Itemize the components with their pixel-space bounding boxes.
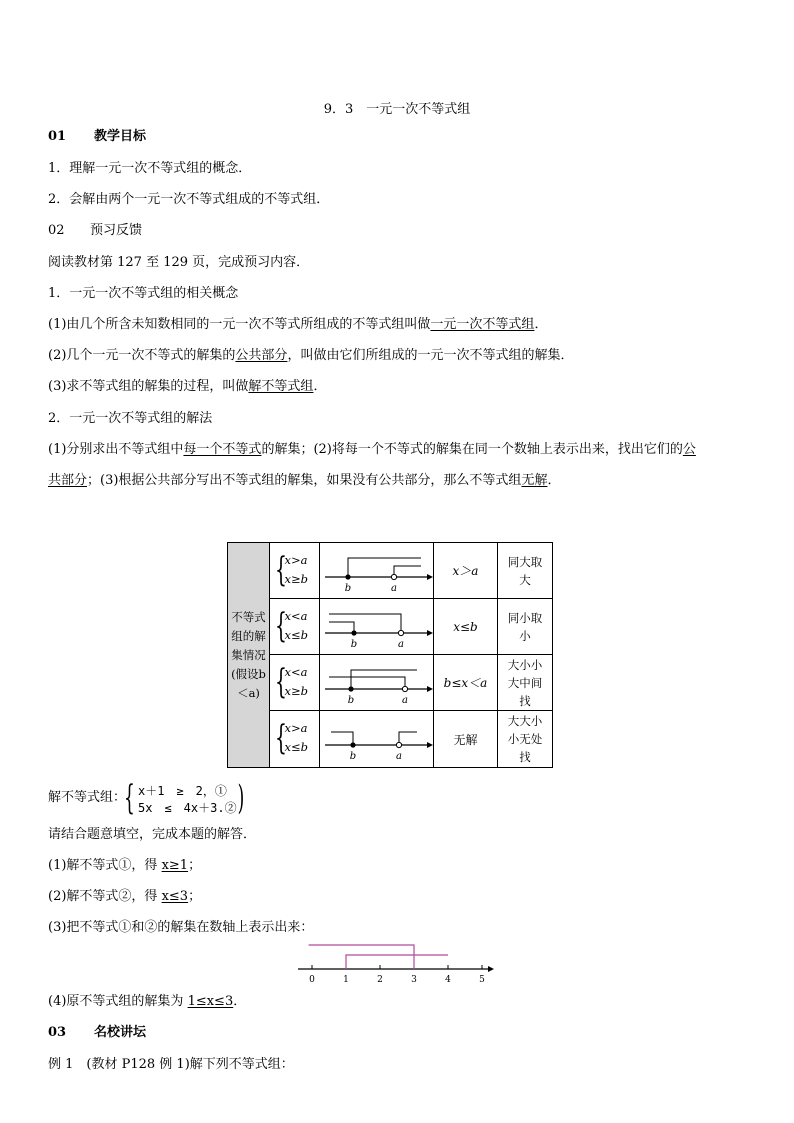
text: (2)几个一元一次不等式的解集的 (48, 348, 236, 363)
number-line-diagram (321, 712, 433, 766)
rule-text: 大大小小无处找 (507, 714, 543, 764)
text: (4)原不等式组的解集为 (48, 994, 188, 1009)
text: (3)求不等式组的解集的过程，叫做 (48, 379, 249, 394)
point-label-b: b (349, 751, 356, 762)
number-line-cell (320, 655, 434, 710)
method-line-2 (48, 472, 560, 490)
number-line-diagram (321, 656, 433, 710)
inequality: x>a (284, 552, 308, 567)
point-label-a: a (390, 582, 397, 594)
axis-tick-label: 2 (377, 975, 383, 985)
answer-blank: 一元一次不等式组 (430, 317, 535, 332)
answer-blank: 无解 (521, 473, 548, 488)
goal-item-1: 1．理解一元一次不等式组的概念． (48, 161, 252, 176)
axis-tick-label: 4 (445, 975, 451, 985)
step-4 (48, 993, 246, 1011)
side-label: 不等式组的解集情况(假设b＜a) (231, 609, 266, 700)
inequality-system-cell: { x>a x≥b (270, 543, 320, 598)
solution-cell: b≤x＜a (434, 655, 498, 710)
rule-cell (498, 711, 552, 767)
rule-text: 同小取小 (507, 610, 543, 643)
answer-blank: 公 (682, 442, 696, 457)
number-line-cell (320, 599, 434, 654)
subheading-concepts: 1．一元一次不等式组的相关概念 (48, 286, 239, 301)
axis-tick-label: 1 (343, 975, 349, 985)
rule-cell (498, 543, 552, 598)
axis-tick-label: 3 (411, 975, 417, 985)
solution-set-2 (309, 945, 414, 969)
inequality: x<a (284, 608, 308, 623)
text: ． (233, 994, 247, 1009)
inequality: x≤b (284, 627, 308, 642)
section-heading-preview (48, 222, 142, 240)
answer-blank: 解不等式组 (248, 379, 314, 394)
text: ； (188, 858, 202, 873)
inequality-system-cell: { x>a x≤b (270, 711, 320, 767)
solution-cell: 无解 (434, 711, 498, 767)
section-heading-goals (48, 128, 146, 146)
answer-blank: 公共部分 (235, 348, 288, 363)
answer-blank: 每一个不等式 (183, 442, 262, 457)
rule-cell (498, 599, 552, 654)
section-label: 名校讲坛 (94, 1025, 147, 1040)
table-row (270, 543, 552, 599)
inequality-1: x＋1 ≥ 2，① (138, 784, 227, 798)
section-heading-lecture (48, 1024, 146, 1042)
inequality: x≥b (284, 683, 308, 698)
inequality-system-cell: { x<a x≤b (270, 599, 320, 654)
point-label-b: b (347, 694, 354, 706)
axis-tick-label: 5 (479, 975, 485, 985)
text: ； (188, 889, 202, 904)
text: (2)解不等式②，得 (48, 889, 162, 904)
answer-blank: 1≤x≤3 (187, 994, 234, 1009)
table-row (270, 655, 552, 711)
subheading-method: 2．一元一次不等式组的解法 (48, 411, 213, 426)
number-line-cell (320, 543, 434, 598)
section-number: 03 (48, 1025, 67, 1040)
inequality: x≤b (284, 740, 308, 754)
point-label-a: a (401, 694, 408, 706)
example-lead: 解不等式组： (48, 790, 127, 805)
solution-cell: x≤b (434, 599, 498, 654)
table-row (270, 599, 552, 655)
method-line-1 (48, 441, 696, 459)
text: ． (313, 379, 327, 394)
table-row (270, 711, 552, 767)
inequality: x≥b (284, 571, 308, 586)
point-label-a: a (395, 751, 402, 762)
section-number: 01 (48, 129, 67, 144)
rule-text: 大小小大中间找 (507, 657, 543, 708)
step-2 (48, 888, 201, 906)
reading-instruction: 阅读教材第 127 至 129 页，完成预习内容． (48, 255, 310, 270)
goal-item-2: 2．会解由两个一元一次不等式组成的不等式组． (48, 192, 330, 207)
text: ． (547, 473, 561, 488)
concept-1 (48, 316, 547, 334)
table-side-header (228, 543, 270, 767)
page-title: 9．3 一元一次不等式组 (323, 102, 471, 117)
text: ；(3)根据公共部分写出不等式组的解集，如果没有公共部分，那么不等式组 (87, 473, 522, 488)
solution-set-1 (346, 955, 448, 969)
number-line-diagram (321, 544, 433, 598)
text: 的解集；(2)将每一个不等式的解集在同一个数轴上表示出来，找出它们的 (261, 442, 683, 457)
answer-blank: x≥1 (161, 858, 189, 873)
number-line-diagram (321, 600, 433, 654)
answer-blank: x≤3 (161, 889, 189, 904)
text: (1)分别求出不等式组中 (48, 442, 184, 457)
concept-3 (48, 378, 326, 396)
solution-cell: x＞a (434, 543, 498, 598)
answer-blank: 共部分 (48, 473, 88, 488)
fill-instruction: 请结合题意填空，完成本题的解答． (48, 827, 257, 842)
inequality: x<a (284, 664, 308, 679)
concept-2 (48, 347, 573, 365)
example-inequality-system: { x＋1 ≥ 2，① 5x ≤ 4x＋3.② ) (124, 778, 244, 818)
section-number: 02 (48, 223, 65, 238)
point-label-b: b (350, 638, 357, 650)
text: ． (534, 317, 548, 332)
solution-set-table (227, 542, 553, 768)
step-1 (48, 857, 201, 875)
inequality-system-cell: { x<a x≥b (270, 655, 320, 710)
inequality: x>a (284, 721, 308, 735)
point-label-b: b (344, 582, 351, 594)
section-label: 预习反馈 (90, 223, 143, 238)
rule-cell (498, 655, 552, 710)
text: (1)由几个所含未知数相同的一元一次不等式所组成的不等式组叫做 (48, 317, 431, 332)
number-line-cell (320, 711, 434, 767)
example-number-line (296, 940, 496, 986)
step-3: (3)把不等式①和②的解集在数轴上表示出来： (48, 920, 314, 935)
text: (1)解不等式①，得 (48, 858, 162, 873)
axis-tick-label: 0 (309, 975, 315, 985)
example-1-heading: 例 1 (教材 P128 例 1)解下列不等式组： (48, 1057, 294, 1072)
section-label: 教学目标 (94, 129, 147, 144)
point-label-a: a (397, 638, 404, 650)
inequality-2: 5x ≤ 4x＋3.② (138, 801, 237, 815)
rule-text: 同大取大 (507, 554, 543, 587)
text: ，叫做由它们所组成的一元一次不等式组的解集． (287, 348, 574, 363)
